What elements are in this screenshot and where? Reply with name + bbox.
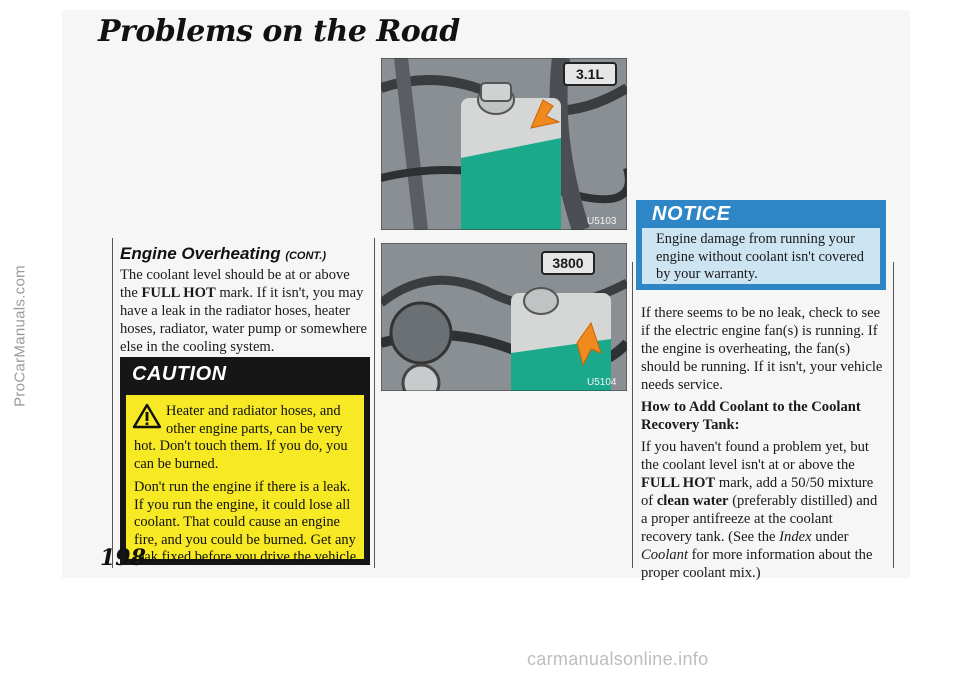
add-coolant-subheading: How to Add Coolant to the Coolant Recovery Tank: [641,399,861,433]
coolant-level-paragraph [120,266,370,356]
para-text: for more information about the proper coolant mix.) [641,547,873,581]
index-reference: Index [779,529,812,545]
clean-water-text: clean water [656,493,729,509]
para-text: under [811,529,849,545]
notice-text: Engine damage from running your engine without coolant isn't covered by your warranty. [656,231,865,282]
figure-code: U5103 [587,216,617,227]
column-rule-2 [632,262,633,568]
warning-triangle-icon [132,403,162,429]
engine-photo-3-1l [381,58,627,230]
engine-photo-3800 [381,243,627,391]
full-hot-mark: FULL HOT [641,475,716,491]
caution-box [120,357,370,565]
notice-box [636,200,886,290]
caution-label: CAUTION [132,363,227,385]
section-heading-cont: (CONT.) [285,250,327,262]
coolant-reference: Coolant [641,547,689,563]
caution-text [134,403,360,573]
para-text: mark. If it isn't, you may have a leak in the radiator hoses, heater hoses, radiator, water pump or somewhere else in the cooling system. [120,285,368,355]
engine-label-text: 3.1L [575,66,604,82]
section-heading-text: Engine Overheating [120,244,281,263]
para-text: (preferably distilled) and a proper antifreeze at the coolant recovery tank. (See the [641,493,878,545]
notice-body [642,228,880,284]
caution-paragraph-1 [134,403,360,473]
engine-label-text: 3800 [552,255,584,271]
column-rule-1 [374,238,375,568]
engine-label-badge [563,62,617,86]
para-text: The coolant level should be at or above the [120,267,350,301]
add-coolant-paragraph [641,438,885,582]
caution-body [126,395,364,565]
notice-label: NOTICE [652,203,731,225]
page-title: Problems on the Road [98,14,460,49]
para-text: If you haven't found a problem yet, but the coolant level isn't at or above the [641,439,869,473]
footer-watermark: carmanualsonline.info [527,649,709,669]
section-heading [120,244,326,264]
side-watermark [4,0,34,675]
engine-label-badge [541,251,595,275]
page-number: 198 [100,545,146,571]
side-watermark-text: ProCarManuals.com [11,265,29,407]
fan-check-paragraph: If there seems to be no leak, check to see if the electric engine fan(s) is running. If the engine is overheating, the fan(s) should be running. If it isn't, your vehicle needs service. [641,305,883,393]
caution-paragraph-2: Don't run the engine if there is a leak. If you run the engine, it could lose all coolant. That could cause an engine fire, and you could be burned. Get any leak fixed before you drive the vehicle. [134,479,360,565]
figure-code: U5104 [587,377,617,388]
para-text: mark, add a 50/50 mixture of [641,475,874,509]
caution-header [120,357,370,393]
caution-paragraph-1-text: Heater and radiator hoses, and other engine parts, can be very hot. Don't touch them. If you do, you can be burned. [134,403,348,472]
column-rule-3 [893,262,894,568]
left-margin-rule [112,238,113,568]
full-hot-mark: FULL HOT [141,285,216,301]
